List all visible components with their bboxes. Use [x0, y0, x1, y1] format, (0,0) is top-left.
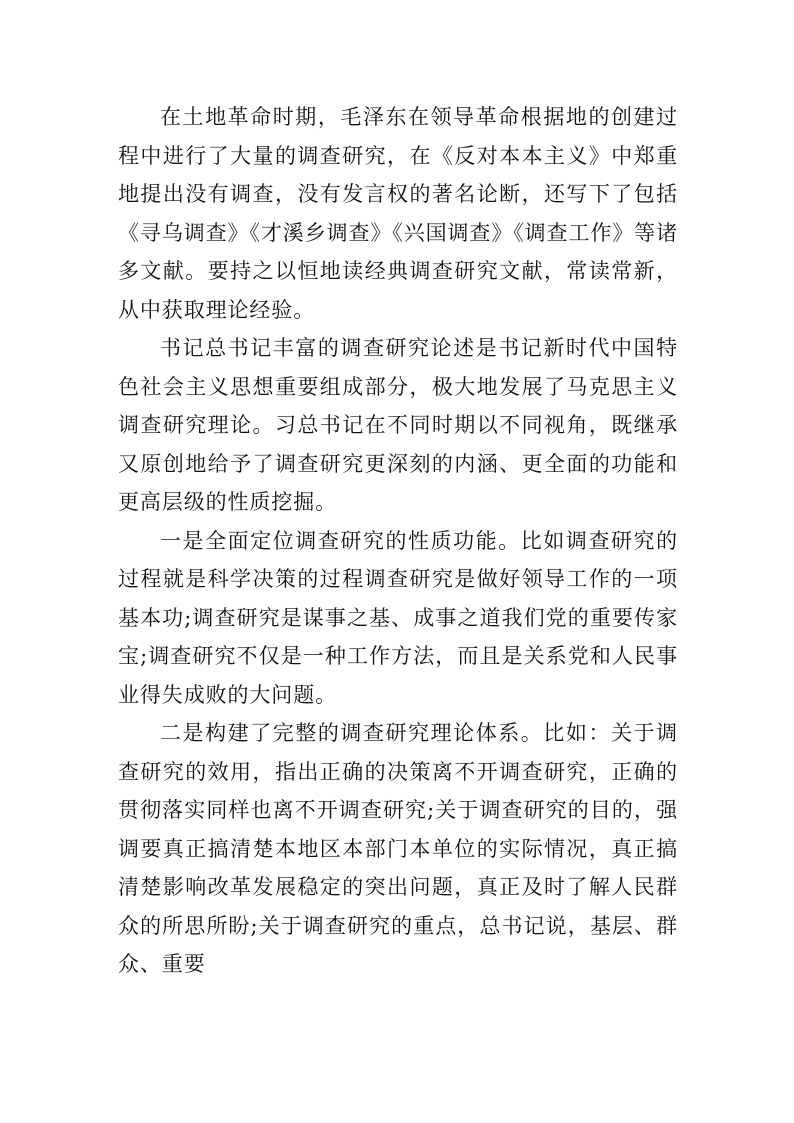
paragraph-point-two: 二是构建了完整的调查研究理论体系。比如：关于调查研究的效用，指出正确的决策离不开调查研究，正确的贯彻落实同样也离不开调查研究;关于调查研究的目的，强调要真正搞清楚本地区本部门本单位的实际情况，真正搞清楚影响改革发展稳定的突出问题，真正及时了解人民群众的所思所盼;关于调查研究的重点，总书记说，基层、群众、重要 [118, 721, 678, 976]
paragraph-point-one: 一是全面定位调查研究的性质功能。比如调查研究的过程就是科学决策的过程调查研究是做好领导工作的一项基本功;调查研究是谋事之基、成事之道我们党的重要传家宝;调查研究不仅是一种工作方法，而且是关系党和人民事业得失成败的大问题。 [118, 528, 678, 707]
document-body [118, 98, 678, 984]
paragraph-land-revolution: 在土地革命时期，毛泽东在领导革命根据地的创建过程中进行了大量的调查研究，在《反对本本主义》中郑重地提出没有调查，没有发言权的著名论断，还写下了包括《寻乌调查》《才溪乡调查》《兴国调查》《调查工作》等诸多文献。要持之以恒地读经典调查研究文献，常读常新，从中获取理论经验。 [118, 105, 678, 322]
paragraph-research-theory: 书记总书记丰富的调查研究论述是书记新时代中国特色社会主义思想重要组成部分，极大地发展了马克思主义调查研究理论。习总书记在不同时期以不同视角，既继承又原创地给予了调查研究更深刻的内涵、更全面的功能和更高层级的性质挖掘。 [118, 336, 678, 514]
